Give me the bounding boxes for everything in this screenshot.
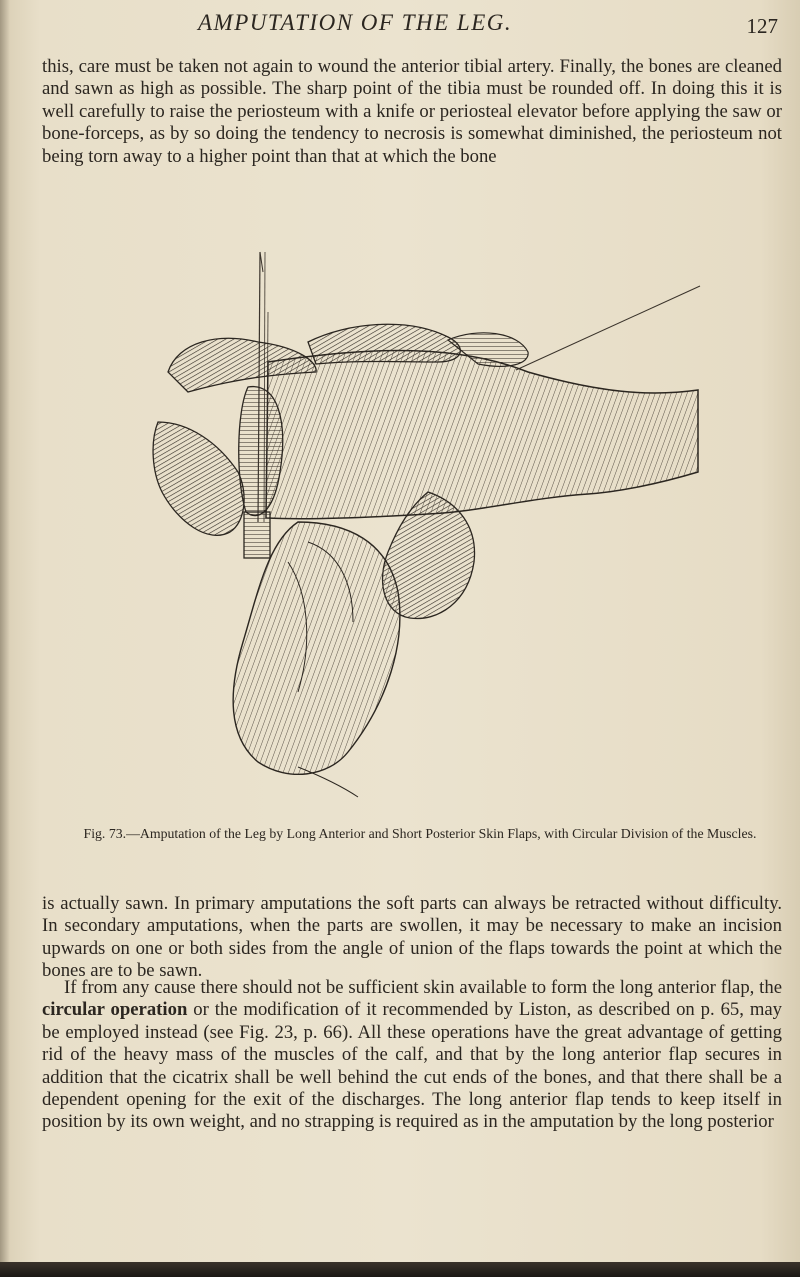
figure-illustration xyxy=(148,222,704,802)
page-number: 127 xyxy=(746,14,778,38)
amputation-engraving xyxy=(148,222,704,802)
paragraph-3-text-start: If from any cause there should not be sufficient skin available to form the long anterior flap, the xyxy=(64,977,782,998)
page-bottom-edge xyxy=(0,1262,800,1277)
paragraph-1: this, care must be taken not again to wound the anterior tibial artery. Finally, the bones are cleaned and sawn as high as possible. The sharp point of the tibia must be rounded off. In doing this it is well carefully to raise the periosteum with a knife or periosteal elevator before applying the saw or bone-forceps, as by so doing the tendency to necrosis is somewhat diminished, the periosteum not being torn away to a higher point than that at which the bone xyxy=(42,56,782,167)
running-head-title: AMPUTATION OF THE LEG. xyxy=(198,10,513,35)
running-head xyxy=(0,8,800,44)
circular-operation-term: circular operation xyxy=(42,999,188,1021)
paragraph-3 xyxy=(42,977,782,1134)
figure-caption: Fig. 73.—Amputation of the Leg by Long Anterior and Short Posterior Skin Flaps, with Circular Division of the Muscles. xyxy=(83,826,757,841)
paragraph-2: is actually sawn. In primary amputations the soft parts can always be retracted without difficulty. In secondary amputations, when the parts are swollen, it may be necessary to make an incision upwards on one or both sides from the angle of union of the flaps towards the point at which the bones are to be sawn. xyxy=(42,893,782,982)
paragraph-3-text-end: or the modification of it recommended by Liston, as described on p. 65, may be employed instead (see Fig. 23, p. 66). All these operations have the great advantage of getting rid of the heavy mass of the muscles of the calf, and that by the long anterior flap secures in addition that the cicatrix shall be well behind the cut ends of the bones, and that there shall be a dependent opening for the exit of the discharges. The long anterior flap tends to keep itself in position by its own weight, and no strapping is required as in the amputation by the long posterior xyxy=(42,999,782,1133)
binding-shadow xyxy=(0,0,10,1277)
